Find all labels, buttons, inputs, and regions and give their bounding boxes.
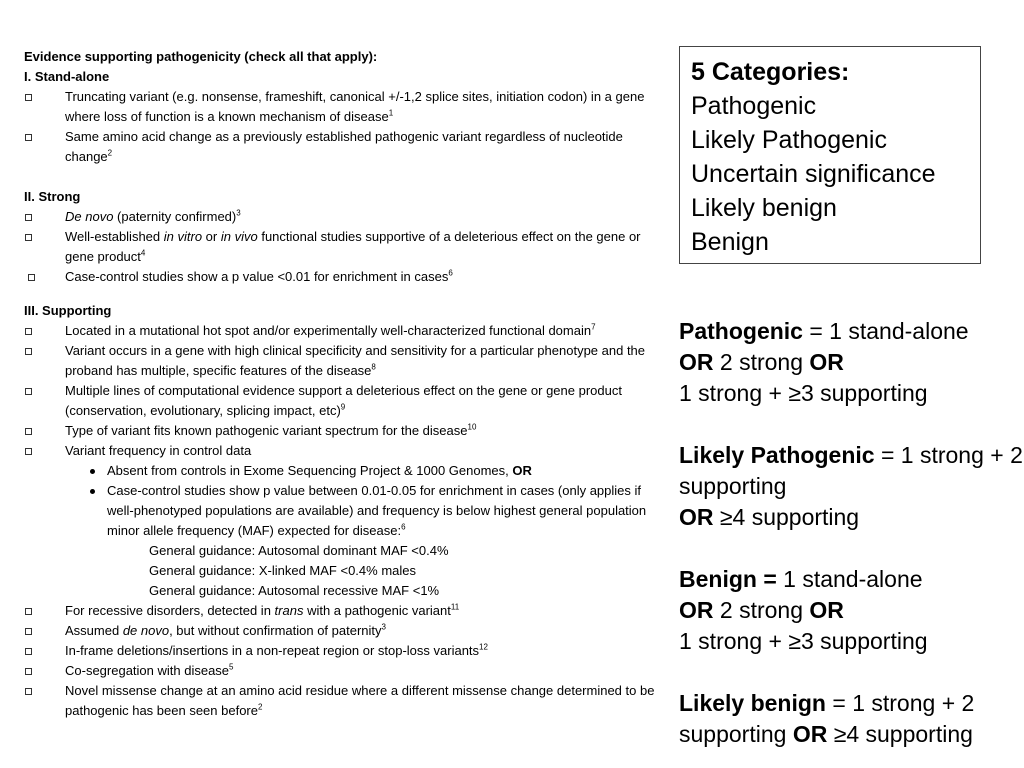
rule-benign: Benign = 1 stand-alone OR 2 strong OR 1 strong + ≥3 supporting [679,566,928,654]
checklist-item: Well-established in vitro or in vivo functional studies supportive of a deleterious effect on the gene or gene product$^4$ [24,227,664,267]
checkbox[interactable] [25,648,32,655]
checklist-item: Truncating variant (e.g. nonsense, frameshift, canonical +/-1,2 splice sites, initiation codon) in a gene where loss of function is a known mechanism of disease$^1$ [24,87,664,127]
bullet-item: Case-control studies show p value between 0.01-0.05 for enrichment in cases (only applies if well-phenotyped populations are available) and frequency is below highest general population minor allele frequency (MAF) expected for disease:$^6$ [24,481,664,541]
category-item: Benign [691,228,769,256]
checklist-item: De novo (paternity confirmed)$^3$ [24,207,664,227]
checkbox[interactable] [25,134,32,141]
checklist-item: Novel missense change at an amino acid residue where a different missense change determined to be pathogenic has been seen before$^2$ [24,681,664,721]
checklist-item: In-frame deletions/insertions in a non-repeat region or stop-loss variants$^{12}$ [24,641,664,661]
checklist-item: For recessive disorders, detected in trans with a pathogenic variant$^{11}$ [24,601,664,621]
checkbox[interactable] [25,214,32,221]
category-item: Pathogenic [691,92,817,120]
category-item: Likely benign [691,194,837,222]
classification-rules [679,316,1024,750]
bullet-icon [90,469,95,474]
checklist-item: Multiple lines of computational evidence support a deleterious effect on the gene or gene product (conservation, evolutionary, splicing impact, etc)$^9$ [24,381,664,421]
checklist-item: Variant occurs in a gene with high clinical specificity and sensitivity for a particular phenotype and the proband has multiple, specific features of the disease$^8$ [24,341,664,381]
checkbox[interactable] [25,328,32,335]
rule-pathogenic: Pathogenic = 1 stand-alone OR 2 strong OR 1 strong + ≥3 supporting [679,318,969,406]
guidance-line: General guidance: X-linked MAF <0.4% males [149,563,416,578]
bullet-item: Absent from controls in Exome Sequencing Project & 1000 Genomes, OR [24,461,664,481]
guidance-line: General guidance: Autosomal dominant MAF <0.4% [149,543,449,558]
checkbox[interactable] [25,94,32,101]
checkbox[interactable] [25,388,32,395]
checklist-item: Located in a mutational hot spot and/or experimentally well-characterized functional domain$^7$ [24,321,664,341]
section-title-supporting: III. Supporting [24,303,112,318]
checklist-item: Same amino acid change as a previously established pathogenic variant regardless of nucleotide change$^2$ [24,127,664,167]
checkbox[interactable] [28,274,35,281]
section-title-standalone: I. Stand-alone [24,69,110,84]
bullet-icon [90,489,95,494]
checklist-item: Assumed de novo, but without confirmation of paternity$^3$ [24,621,664,641]
checkbox[interactable] [25,688,32,695]
category-item: Likely Pathogenic [691,126,887,154]
checklist-item: Variant frequency in control data [24,441,664,461]
category-item: Uncertain significance [691,160,936,188]
checkbox[interactable] [25,668,32,675]
checkbox[interactable] [25,628,32,635]
section-title-strong: II. Strong [24,189,81,204]
checkbox[interactable] [25,448,32,455]
categories-title: 5 Categories: [691,58,850,86]
checklist-item: Type of variant fits known pathogenic variant spectrum for the disease$^{10}$ [24,421,664,441]
checklist-item: Co-segregation with disease$^5$ [24,661,664,681]
checkbox[interactable] [25,608,32,615]
guidance-line: General guidance: Autosomal recessive MAF <1% [149,583,440,598]
checkbox[interactable] [25,428,32,435]
checklist-heading: Evidence supporting pathogenicity (check all that apply): [24,49,378,64]
checklist-item: Case-control studies show a p value <0.01 for enrichment in cases$^6$ [24,267,664,287]
checkbox[interactable] [25,234,32,241]
evidence-checklist [24,47,664,721]
categories-box [679,46,981,264]
rule-likely-pathogenic: Likely Pathogenic = 1 strong + 2 supporting OR ≥4 supporting [679,442,1023,530]
checkbox[interactable] [25,348,32,355]
rule-likely-benign: Likely benign = 1 strong + 2 supporting OR ≥4 supporting [679,690,975,747]
